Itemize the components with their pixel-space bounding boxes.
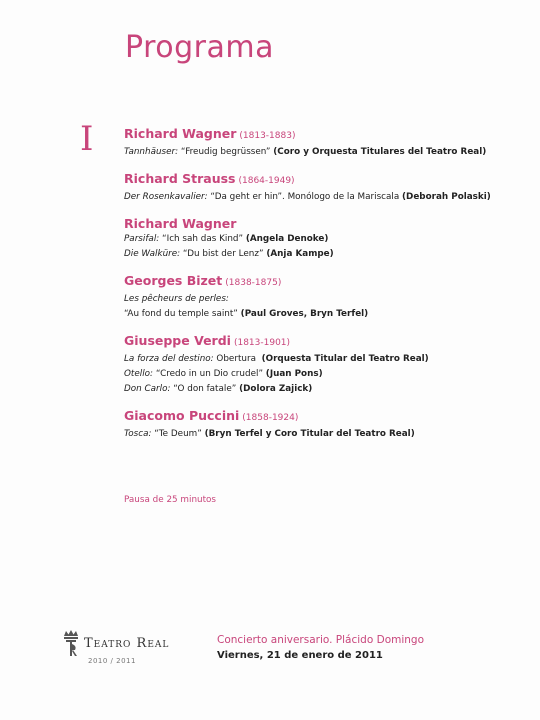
work-line — [124, 190, 524, 205]
composer-name: Georges Bizet — [124, 273, 223, 288]
event-date: Viernes, 21 de enero de 2011 — [217, 650, 383, 661]
work-line — [124, 352, 524, 367]
work-line — [124, 247, 524, 262]
composer-line — [124, 407, 524, 427]
work-title: Parsifal: — [124, 234, 160, 244]
composer-name: Richard Wagner — [124, 216, 237, 231]
composer-name: Richard Strauss — [124, 171, 236, 186]
page-title: Programa — [125, 30, 274, 65]
work-piece: “O don fatale” — [170, 384, 240, 394]
composer-dates: (1858-1924) — [242, 413, 299, 423]
composer-block — [124, 215, 524, 262]
composer-line — [124, 332, 524, 352]
composer-dates: (1813-1883) — [239, 131, 296, 141]
work-line — [124, 382, 524, 397]
teatro-real-logo — [62, 628, 192, 668]
composer-line — [124, 125, 524, 145]
logo-name: Teatro Real — [84, 636, 170, 651]
composer-dates: (1864-1949) — [238, 176, 295, 186]
composer-block — [124, 125, 524, 160]
composer-block — [124, 272, 524, 322]
work-title: La forza del destino: — [124, 354, 214, 364]
work-line — [124, 307, 524, 322]
composer-name: Richard Wagner — [124, 126, 237, 141]
program-list — [124, 125, 524, 452]
work-piece: “Credo in un Dio crudel” — [153, 369, 266, 379]
work-title: Tosca: — [124, 429, 152, 439]
work-piece: “Au fond du temple saint” — [124, 309, 241, 319]
work-piece: “Te Deum” — [151, 429, 205, 439]
composer-block — [124, 332, 524, 397]
pause-note: Pausa de 25 minutos — [124, 495, 217, 505]
work-title: Die Walküre: — [124, 249, 181, 259]
work-line — [124, 292, 524, 307]
work-line — [124, 367, 524, 382]
composer-name: Giuseppe Verdi — [124, 333, 231, 348]
composer-line — [124, 215, 524, 232]
work-piece: “Ich sah das Kind” — [159, 234, 246, 244]
part-numeral: I — [80, 119, 94, 159]
composer-block — [124, 170, 524, 205]
work-title: Les pêcheurs de perles: — [124, 294, 229, 304]
season-label: 2010 / 2011 — [88, 657, 136, 665]
work-performer: (Dolora Zajick) — [239, 384, 313, 394]
work-performer: (Anja Kampe) — [266, 249, 334, 259]
composer-line — [124, 170, 524, 190]
composer-block — [124, 407, 524, 442]
crown-emblem-icon — [62, 628, 80, 658]
work-performer: (Orquesta Titular del Teatro Real) — [261, 354, 429, 364]
composer-line — [124, 272, 524, 292]
event-info — [217, 633, 424, 663]
work-title: Otello: — [124, 369, 154, 379]
work-title: Tannhäuser: — [124, 147, 179, 157]
composer-dates: (1813-1901) — [233, 338, 291, 348]
work-piece: “Freudig begrüssen” — [178, 147, 274, 157]
work-piece: “Du bist der Lenz” — [180, 249, 267, 259]
work-performer: (Angela Denoke) — [245, 234, 329, 244]
work-title: Der Rosenkavalier: — [124, 192, 208, 202]
work-performer: (Paul Groves, Bryn Terfel) — [240, 309, 369, 319]
composer-dates: (1838-1875) — [225, 278, 282, 288]
work-line — [124, 145, 524, 160]
work-piece: Obertura — [213, 354, 262, 364]
event-title: Concierto aniversario. Plácido Domingo — [217, 634, 425, 646]
composer-name: Giacomo Puccini — [124, 408, 240, 423]
work-performer: (Juan Pons) — [265, 369, 323, 379]
work-performer: (Bryn Terfel y Coro Titular del Teatro Real) — [204, 429, 415, 439]
work-performer: (Deborah Polaski) — [402, 192, 491, 202]
work-piece: “Da geht er hin”. Monólogo de la Mariscala — [207, 192, 403, 202]
work-title: Don Carlo: — [124, 384, 171, 394]
work-line — [124, 427, 524, 442]
work-line — [124, 232, 524, 247]
work-performer: (Coro y Orquesta Titulares del Teatro Real) — [273, 147, 487, 157]
